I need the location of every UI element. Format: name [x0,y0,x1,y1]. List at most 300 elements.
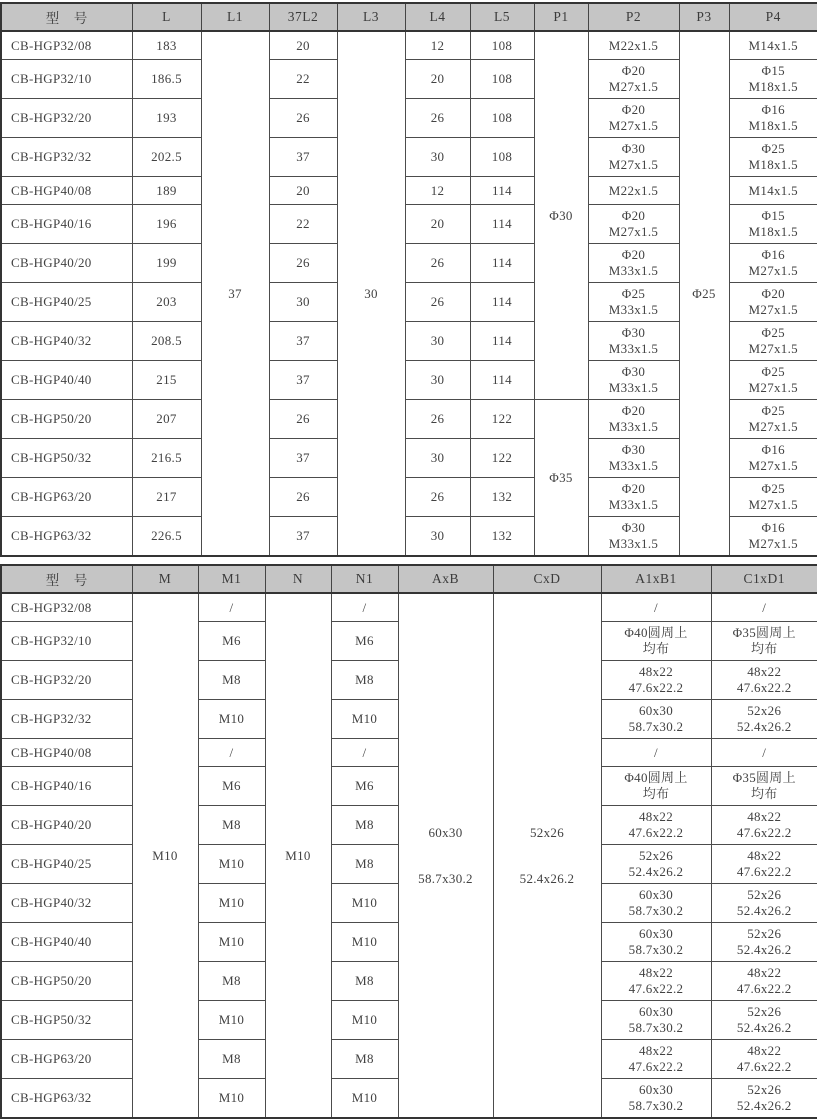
value-line: 48x22 [747,965,782,980]
column-header: L3 [337,3,405,31]
value-line: 52.4x26.2 [736,719,792,734]
model-cell: CB-HGP40/25 [1,283,132,322]
value-line: M27x1.5 [608,157,659,172]
value-line: M27x1.5 [748,458,798,473]
value-cell: M14x1.5 [729,31,817,60]
value-cell: 37 [269,322,337,361]
value-cell: 12 [405,177,470,205]
value-cell: M8 [198,661,265,700]
value-cell: M8 [331,1040,398,1079]
value-line: M18x1.5 [748,118,798,133]
value-cell: 30 [405,517,470,557]
value-cell: / [198,593,265,622]
value-cell: M10 [331,700,398,739]
value-line: Φ25 [761,481,785,496]
value-cell: 26 [405,283,470,322]
value-line: 58.7x30.2 [628,719,684,734]
model-cell: CB-HGP32/10 [1,60,132,99]
value-cell: 26 [405,244,470,283]
value-cell [601,962,711,1001]
value-cell: 22 [269,60,337,99]
column-header: 型 号 [1,3,132,31]
value-line: Φ16 [761,247,785,262]
value-cell [588,99,679,138]
value-line: 47.6x22.2 [736,680,792,695]
value-line: 52.4x26.2 [736,903,792,918]
value-cell [711,884,817,923]
value-line: M27x1.5 [608,79,659,94]
value-cell: M10 [331,884,398,923]
model-cell: CB-HGP32/08 [1,593,132,622]
value-cell: 114 [470,322,534,361]
value-cell [729,517,817,557]
value-line: M33x1.5 [608,458,659,473]
value-line: Φ15 [761,208,785,223]
value-cell [588,283,679,322]
value-line: M27x1.5 [748,263,798,278]
value-cell [711,923,817,962]
value-line: 52x26 [747,926,782,941]
column-header: CxD [493,565,601,593]
value-cell [601,806,711,845]
model-cell: CB-HGP40/16 [1,205,132,244]
column-header: P4 [729,3,817,31]
value-line: 58.7x30.2 [418,870,473,886]
value-cell: 189 [132,177,201,205]
value-cell: M8 [331,962,398,1001]
value-line: M33x1.5 [608,497,659,512]
value-line: 60x30 [639,1004,673,1019]
model-cell: CB-HGP40/20 [1,806,132,845]
value-cell [601,661,711,700]
value-cell: M10 [198,845,265,884]
value-cell: Φ35 [534,400,588,557]
value-cell [398,593,493,1118]
model-cell: CB-HGP40/20 [1,244,132,283]
model-cell: CB-HGP63/20 [1,478,132,517]
value-line: 48x22 [747,1043,782,1058]
value-cell: 26 [269,99,337,138]
value-cell: 193 [132,99,201,138]
header-row [1,565,817,593]
model-cell: CB-HGP32/32 [1,138,132,177]
value-cell [588,400,679,439]
value-cell: 30 [405,439,470,478]
value-cell [729,138,817,177]
value-line: 52.4x26.2 [736,942,792,957]
value-line: Φ40圆周上 [624,625,688,640]
value-cell [711,1040,817,1079]
value-line: 47.6x22.2 [736,864,792,879]
value-cell: 208.5 [132,322,201,361]
value-line: 48x22 [747,809,782,824]
value-line: M27x1.5 [748,419,798,434]
value-cell [588,60,679,99]
value-line: 47.6x22.2 [628,981,684,996]
value-cell [711,806,817,845]
table-row [1,593,817,622]
model-cell: CB-HGP32/10 [1,622,132,661]
value-cell: 122 [470,439,534,478]
value-line: Φ25 [621,286,646,301]
value-cell: M10 [198,884,265,923]
value-line: 47.6x22.2 [628,680,684,695]
value-cell: M10 [198,700,265,739]
value-line: 52x26 [530,824,564,840]
value-line: M18x1.5 [748,224,798,239]
model-cell: CB-HGP32/20 [1,99,132,138]
value-cell [711,845,817,884]
value-cell: 108 [470,99,534,138]
value-cell [711,962,817,1001]
value-cell [729,400,817,439]
value-cell [601,1079,711,1119]
column-header: M1 [198,565,265,593]
value-cell: 30 [405,322,470,361]
model-cell: CB-HGP40/40 [1,923,132,962]
value-line: Φ30 [621,442,646,457]
value-cell: / [711,593,817,622]
value-cell [601,884,711,923]
value-line: Φ30 [621,364,646,379]
value-cell [711,622,817,661]
table-gap [0,557,817,564]
value-line: 60x30 [428,824,463,840]
value-line: M27x1.5 [748,302,798,317]
value-line: Φ20 [761,286,785,301]
value-cell [711,661,817,700]
value-line: 均布 [642,786,670,801]
value-line: Φ25 [761,403,785,418]
value-cell: 37 [269,361,337,400]
model-cell: CB-HGP50/32 [1,1001,132,1040]
value-line: 47.6x22.2 [736,1059,792,1074]
value-cell: 20 [269,177,337,205]
value-line: 52x26 [747,1082,782,1097]
value-line: 均布 [750,641,778,656]
value-cell: 37 [269,517,337,557]
value-line: M33x1.5 [608,263,659,278]
value-line: 60x30 [639,1082,673,1097]
value-cell: 114 [470,177,534,205]
value-cell: 30 [405,361,470,400]
value-line: 52.4x26.2 [736,1020,792,1035]
value-line: M33x1.5 [608,380,659,395]
value-cell [729,244,817,283]
value-cell: 37 [201,31,269,556]
model-cell: CB-HGP40/25 [1,845,132,884]
value-line: M18x1.5 [748,79,798,94]
value-cell: Φ25 [679,31,729,556]
value-cell [729,205,817,244]
value-line: M33x1.5 [608,341,659,356]
value-line: 47.6x22.2 [736,825,792,840]
value-cell: M6 [198,767,265,806]
value-cell: M22x1.5 [588,31,679,60]
value-line: M27x1.5 [608,224,659,239]
value-cell: / [198,739,265,767]
value-cell: 215 [132,361,201,400]
value-line: Φ20 [621,403,646,418]
value-cell: M10 [132,593,198,1118]
pump-dimension-table [0,2,817,557]
value-line: Φ15 [761,63,785,78]
value-line: 52x26 [747,703,782,718]
value-line: Φ16 [761,442,785,457]
value-line: Φ16 [761,102,785,117]
value-cell: 30 [405,138,470,177]
column-header: A1xB1 [601,565,711,593]
model-cell: CB-HGP50/20 [1,400,132,439]
value-cell: / [601,739,711,767]
model-cell: CB-HGP50/32 [1,439,132,478]
value-line: Φ25 [761,364,785,379]
model-cell: CB-HGP40/16 [1,767,132,806]
value-cell: 30 [337,31,405,556]
value-line: Φ25 [761,325,785,340]
value-cell [601,767,711,806]
value-cell [729,99,817,138]
value-cell [601,622,711,661]
value-cell [729,60,817,99]
value-line: 48x22 [747,848,782,863]
column-header: L5 [470,3,534,31]
value-line: 52.4x26.2 [736,1098,792,1113]
value-line: Φ20 [621,102,646,117]
value-line: Φ35圆周上 [732,770,796,785]
value-cell: M8 [198,806,265,845]
value-cell: 132 [470,478,534,517]
value-line: 52.4x26.2 [519,870,575,886]
value-cell: 183 [132,31,201,60]
value-line: M27x1.5 [748,380,798,395]
value-cell: 196 [132,205,201,244]
value-cell: 114 [470,205,534,244]
value-line: Φ30 [621,141,646,156]
value-cell: M10 [198,1079,265,1119]
value-line: M27x1.5 [748,536,798,551]
value-cell: M8 [198,962,265,1001]
value-cell [588,244,679,283]
value-cell: / [711,739,817,767]
value-line: Φ25 [761,141,785,156]
value-cell: M6 [331,622,398,661]
model-cell: CB-HGP32/32 [1,700,132,739]
value-cell: M10 [331,923,398,962]
value-cell: 37 [269,138,337,177]
column-header: N [265,565,331,593]
value-cell: 114 [470,361,534,400]
value-cell [601,1001,711,1040]
column-header: 型 号 [1,565,132,593]
column-header: N1 [331,565,398,593]
column-header: AxB [398,565,493,593]
value-cell: 122 [470,400,534,439]
value-line: 52x26 [639,848,673,863]
value-cell [588,138,679,177]
value-cell [588,478,679,517]
value-cell: M8 [198,1040,265,1079]
value-cell [729,322,817,361]
value-cell: 217 [132,478,201,517]
value-cell [493,593,601,1118]
value-cell [601,845,711,884]
value-line: Φ20 [621,481,646,496]
value-cell: 37 [269,439,337,478]
value-cell [588,205,679,244]
model-cell: CB-HGP40/40 [1,361,132,400]
column-header: L4 [405,3,470,31]
value-cell: 114 [470,283,534,322]
value-line: Φ20 [621,247,646,262]
model-cell: CB-HGP32/08 [1,31,132,60]
model-cell: CB-HGP63/32 [1,1079,132,1119]
value-cell [588,517,679,557]
value-line: M27x1.5 [748,341,798,356]
value-cell: M14x1.5 [729,177,817,205]
value-cell [711,700,817,739]
column-header: P1 [534,3,588,31]
value-line: Φ16 [761,520,785,535]
value-cell: 30 [269,283,337,322]
value-cell: 22 [269,205,337,244]
value-cell: M8 [331,806,398,845]
value-cell: 202.5 [132,138,201,177]
value-line: 均布 [642,641,670,656]
column-header: L [132,3,201,31]
value-cell: M10 [331,1079,398,1119]
value-cell: 26 [269,244,337,283]
value-cell: 20 [269,31,337,60]
value-cell [588,361,679,400]
value-line: 48x22 [747,664,782,679]
model-cell: CB-HGP50/20 [1,962,132,1001]
value-cell: 26 [269,400,337,439]
column-header: P3 [679,3,729,31]
value-cell: 199 [132,244,201,283]
value-cell [711,1079,817,1119]
value-line: M27x1.5 [748,497,798,512]
value-cell: M10 [198,1001,265,1040]
value-cell [601,700,711,739]
value-line: 58.7x30.2 [628,903,684,918]
value-cell [711,1001,817,1040]
value-cell [729,361,817,400]
value-line: 60x30 [639,703,673,718]
value-line: 60x30 [639,926,673,941]
value-cell: 216.5 [132,439,201,478]
value-line: 47.6x22.2 [628,1059,684,1074]
value-cell [601,1040,711,1079]
column-header: C1xD1 [711,565,817,593]
value-line: 48x22 [639,1043,673,1058]
value-cell: 186.5 [132,60,201,99]
column-header: M [132,565,198,593]
value-cell: 203 [132,283,201,322]
model-cell: CB-HGP40/32 [1,884,132,923]
value-cell: M22x1.5 [588,177,679,205]
value-cell: M8 [331,845,398,884]
value-line: Φ40圆周上 [624,770,688,785]
value-cell [601,923,711,962]
value-line: 52.4x26.2 [628,864,684,879]
value-line: 48x22 [639,965,673,980]
value-cell: 12 [405,31,470,60]
value-cell [588,439,679,478]
value-cell: 26 [405,99,470,138]
value-cell: 207 [132,400,201,439]
value-cell: M10 [331,1001,398,1040]
value-cell: / [601,593,711,622]
value-line: M33x1.5 [608,302,659,317]
value-line: 58.7x30.2 [628,1098,684,1113]
value-cell: 108 [470,31,534,60]
value-cell: M8 [331,661,398,700]
value-cell: 26 [269,478,337,517]
column-header: L1 [201,3,269,31]
value-line: 52x26 [747,887,782,902]
value-line: Φ30 [621,520,646,535]
value-cell: 114 [470,244,534,283]
model-cell: CB-HGP40/08 [1,739,132,767]
value-cell: / [331,593,398,622]
value-line: Φ20 [621,208,646,223]
value-cell: M6 [198,622,265,661]
value-cell [729,283,817,322]
value-cell: 108 [470,138,534,177]
value-line: 均布 [750,786,778,801]
value-line: Φ20 [621,63,646,78]
value-cell: 20 [405,205,470,244]
value-line: 58.7x30.2 [628,1020,684,1035]
value-line: M33x1.5 [608,536,659,551]
value-line: 60x30 [639,887,673,902]
value-line: M33x1.5 [608,419,659,434]
value-cell: 20 [405,60,470,99]
value-line: Φ35圆周上 [732,625,796,640]
value-line: 47.6x22.2 [628,825,684,840]
value-cell [729,478,817,517]
value-line: 58.7x30.2 [628,942,684,957]
model-cell: CB-HGP32/20 [1,661,132,700]
value-cell: M10 [265,593,331,1118]
value-cell [588,322,679,361]
value-cell: 132 [470,517,534,557]
value-cell: 26 [405,400,470,439]
value-cell: M10 [198,923,265,962]
column-header: 37L2 [269,3,337,31]
value-cell: / [331,739,398,767]
value-line: M27x1.5 [608,118,659,133]
value-line: M18x1.5 [748,157,798,172]
value-cell: 108 [470,60,534,99]
value-line: 48x22 [639,809,673,824]
value-line: 47.6x22.2 [736,981,792,996]
model-cell: CB-HGP63/32 [1,517,132,557]
pump-mounting-table [0,564,817,1119]
model-cell: CB-HGP40/08 [1,177,132,205]
model-cell: CB-HGP63/20 [1,1040,132,1079]
value-cell: 226.5 [132,517,201,557]
value-cell: 26 [405,478,470,517]
table-row [1,31,817,60]
value-cell: M6 [331,767,398,806]
value-cell: Φ30 [534,31,588,400]
value-line: 52x26 [747,1004,782,1019]
value-cell [711,767,817,806]
value-line: 48x22 [639,664,673,679]
column-header: P2 [588,3,679,31]
